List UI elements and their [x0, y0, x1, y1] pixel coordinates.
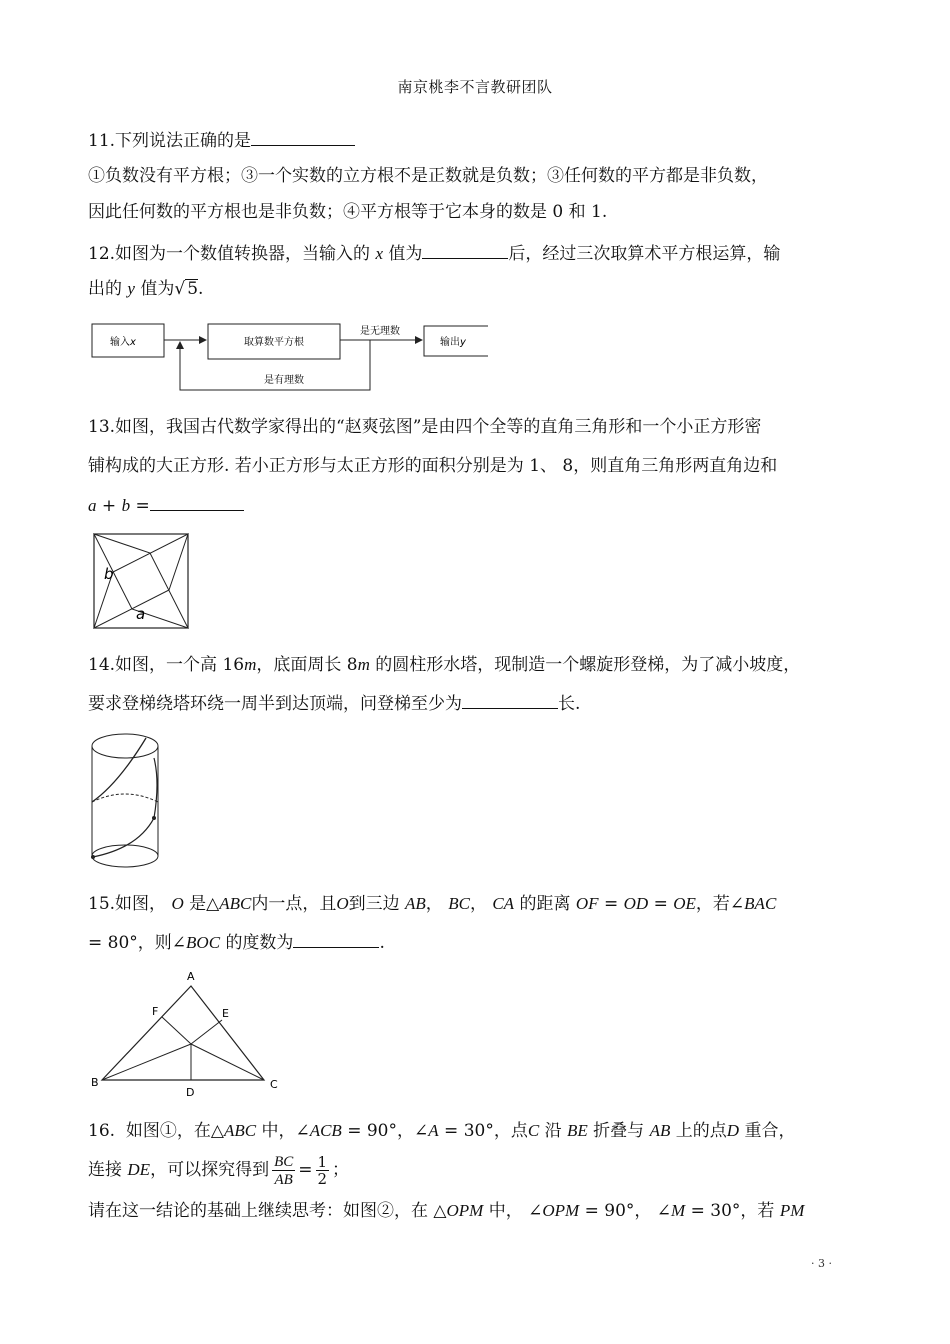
vertex-b: B: [91, 1076, 99, 1089]
q12-answer-blank: [422, 242, 508, 259]
q11-stem: 11.下列说法正确的是: [88, 129, 355, 152]
input-label: 输入: [110, 337, 130, 348]
q13-stem-line2: 铺构成的大正方形. 若小正方形与太正方形的面积分别是为 1、 8，则直角三角形两直角边和: [88, 456, 778, 476]
q16-stem-line3: 请在这一结论的基础上继续思考：如图②，在 △OPM 中， ∠OPM = 90°， ∠M = 30°，若 PM: [88, 1201, 805, 1221]
page-number: · 3 ·: [811, 1257, 832, 1270]
point-f: F: [152, 1005, 159, 1018]
vertex-a: A: [187, 970, 195, 983]
q14-stem-line1: 14.如图，一个高 16m，底面周长 8m 的圆柱形水塔，现制造一个螺旋形登梯，为了减小坡度，: [88, 655, 801, 675]
q11-options-line1: ①负数没有平方根；③一个实数的立方根不是正数就是负数；③任何数的平方都是非负数，: [88, 166, 768, 186]
q15-stem-line2: = 80°，则∠BOC 的度数为 .: [88, 933, 385, 953]
svg-text:输出y: [440, 335, 467, 348]
triangle-abc-figure: [88, 964, 288, 1098]
q16-stem-line2: 连接 DE，可以探究得到 $\frac{BC}{AB}$ = $\frac{1}{2}$ ；: [88, 1153, 350, 1188]
page-header: 南京桃李不言教研团队: [397, 78, 553, 96]
q16-stem-line1: 16. 如图①，在△ABC 中，∠ACB = 90°，∠A = 30°，点C 沿 BE 折叠与 AB 上的点D 重合，: [88, 1121, 796, 1141]
q11-options-line2: 因此任何数的平方根也是非负数；④平方根等于它本身的数是 0 和 1.: [88, 202, 608, 222]
q14-answer-blank: [462, 692, 558, 709]
process-label: 取算数平方根: [244, 337, 304, 348]
output-label: 输出: [440, 337, 460, 348]
q15-answer-blank: [293, 931, 379, 948]
q15-stem-line1: 15.如图， O 是△ABC内一点，且O到三边 AB， BC， CA 的距离 OF = OD = OE，若∠BAC: [88, 894, 777, 914]
q11-answer-blank: [251, 129, 355, 146]
vertex-c: C: [270, 1078, 278, 1091]
cylinder-figure: [88, 730, 164, 870]
label-a: a: [136, 605, 146, 623]
q13-answer-blank: [150, 494, 244, 511]
zhao-shuang-figure: [92, 532, 190, 630]
svg-text:输入x: [110, 335, 136, 348]
point-e: E: [222, 1007, 229, 1020]
input-var: x: [130, 337, 136, 348]
output-var: y: [460, 337, 466, 348]
label-b: b: [104, 565, 114, 583]
q12-stem-line1: 12.如图为一个数值转换器，当输入的 x 值为 后，经过三次取算术平方根运算，输: [88, 244, 781, 264]
sqrt-symbol: √: [174, 279, 186, 299]
fraction-bc-ab: $\frac{BC}{AB}$: [274, 1154, 294, 1188]
fraction-one-half: $\frac{1}{2}$: [317, 1153, 328, 1188]
q13-stem-line1: 13.如图，我国古代数学家得出的“赵爽弦图”是由四个全等的直角三角形和一个小正方形密: [88, 417, 762, 437]
irrational-label: 是无理数: [360, 326, 400, 337]
q14-stem-line2: 要求登梯绕塔环绕一周半到达顶端，问登梯至少为 长.: [88, 694, 581, 714]
rational-label: 是有理数: [264, 375, 304, 386]
point-d: D: [186, 1086, 195, 1098]
q13-stem-line3: a + b =: [88, 494, 244, 517]
q12-stem-line2: 出的 y 值为√ 5.: [88, 279, 204, 299]
q12-flow-diagram: [88, 318, 488, 394]
